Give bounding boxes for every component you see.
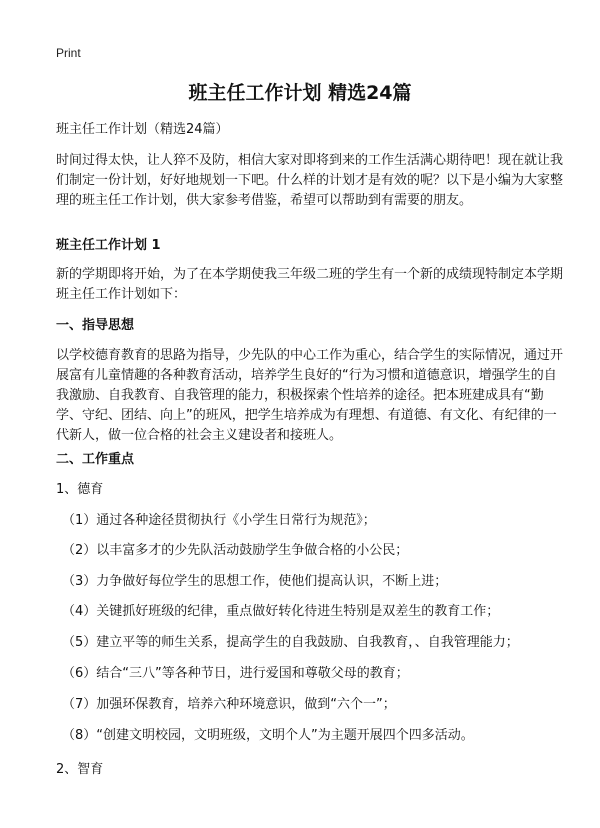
guiding-ideology-paragraph: 以学校德育教育的思路为指导，少先队的中心工作为重心，结合学生的实际情况，通过开展富有儿童情趣的各种教育活动，培养学生良好的“行为习惯和道德意识，增强学生的自我激励、自我教育、自我管理的能力，积极探索个性培养的途径。把本班建成具有“勤学、守纪、团结、向上”的班风，把学生培养成为有理想、有道德、有文化、有纪律的一代新人，做一位合格的社会主义建设者和接班人。: [56, 348, 564, 443]
moral-item: （3）力争做好每位学生的思想工作，使他们提高认识，不断上进；: [62, 574, 448, 589]
moral-item: （8）“创建文明校园，文明班级，文明个人”为主题开展四个四多活动。: [62, 728, 474, 743]
document-subtitle: 班主任工作计划（精选24篇）: [56, 122, 229, 137]
moral-item: （1）通过各种途径贯彻执行《小学生日常行为规范》；: [62, 513, 376, 528]
print-link[interactable]: Print: [56, 46, 81, 60]
moral-item: （2）以丰富多才的少先队活动鼓励学生争做合格的小公民；: [62, 543, 409, 558]
section-title: 班主任工作计划 1: [56, 238, 161, 253]
moral-item: （5）建立平等的师生关系，提高学生的自我鼓励、自我教育，、自我管理能力；: [62, 635, 519, 650]
heading-guiding-ideology: 一、指导思想: [56, 318, 135, 333]
intellectual-education-label: 2、智育: [56, 762, 104, 777]
section-intro-paragraph: 新的学期即将开始，为了在本学期使我三年级二班的学生有一个新的成绩现特制定本学期班主任工作计划如下：: [56, 267, 564, 302]
moral-education-label: 1、德育: [56, 482, 104, 497]
moral-item: （7）加强环保教育，培养六种环境意识，做到“六个一”；: [62, 697, 396, 712]
heading-work-focus: 二、工作重点: [56, 452, 135, 467]
intro-paragraph: 时间过得太快，让人猝不及防，相信大家对即将到来的工作生活满心期待吧！现在就让我们制定一份计划，好好地规划一下吧。什么样的计划才是有效的呢？以下是小编为大家整理的班主任工作计划，供大家参考借鉴，希望可以帮助到有需要的朋友。: [56, 153, 564, 208]
moral-item: （6）结合“三八”等各种节日，进行爱国和尊敬父母的教育；: [62, 666, 409, 681]
moral-item: （4）关键抓好班级的纪律，重点做好转化待进生特别是双差生的教育工作；: [62, 604, 500, 619]
page-title: 班主任工作计划 精选24篇: [188, 82, 412, 104]
